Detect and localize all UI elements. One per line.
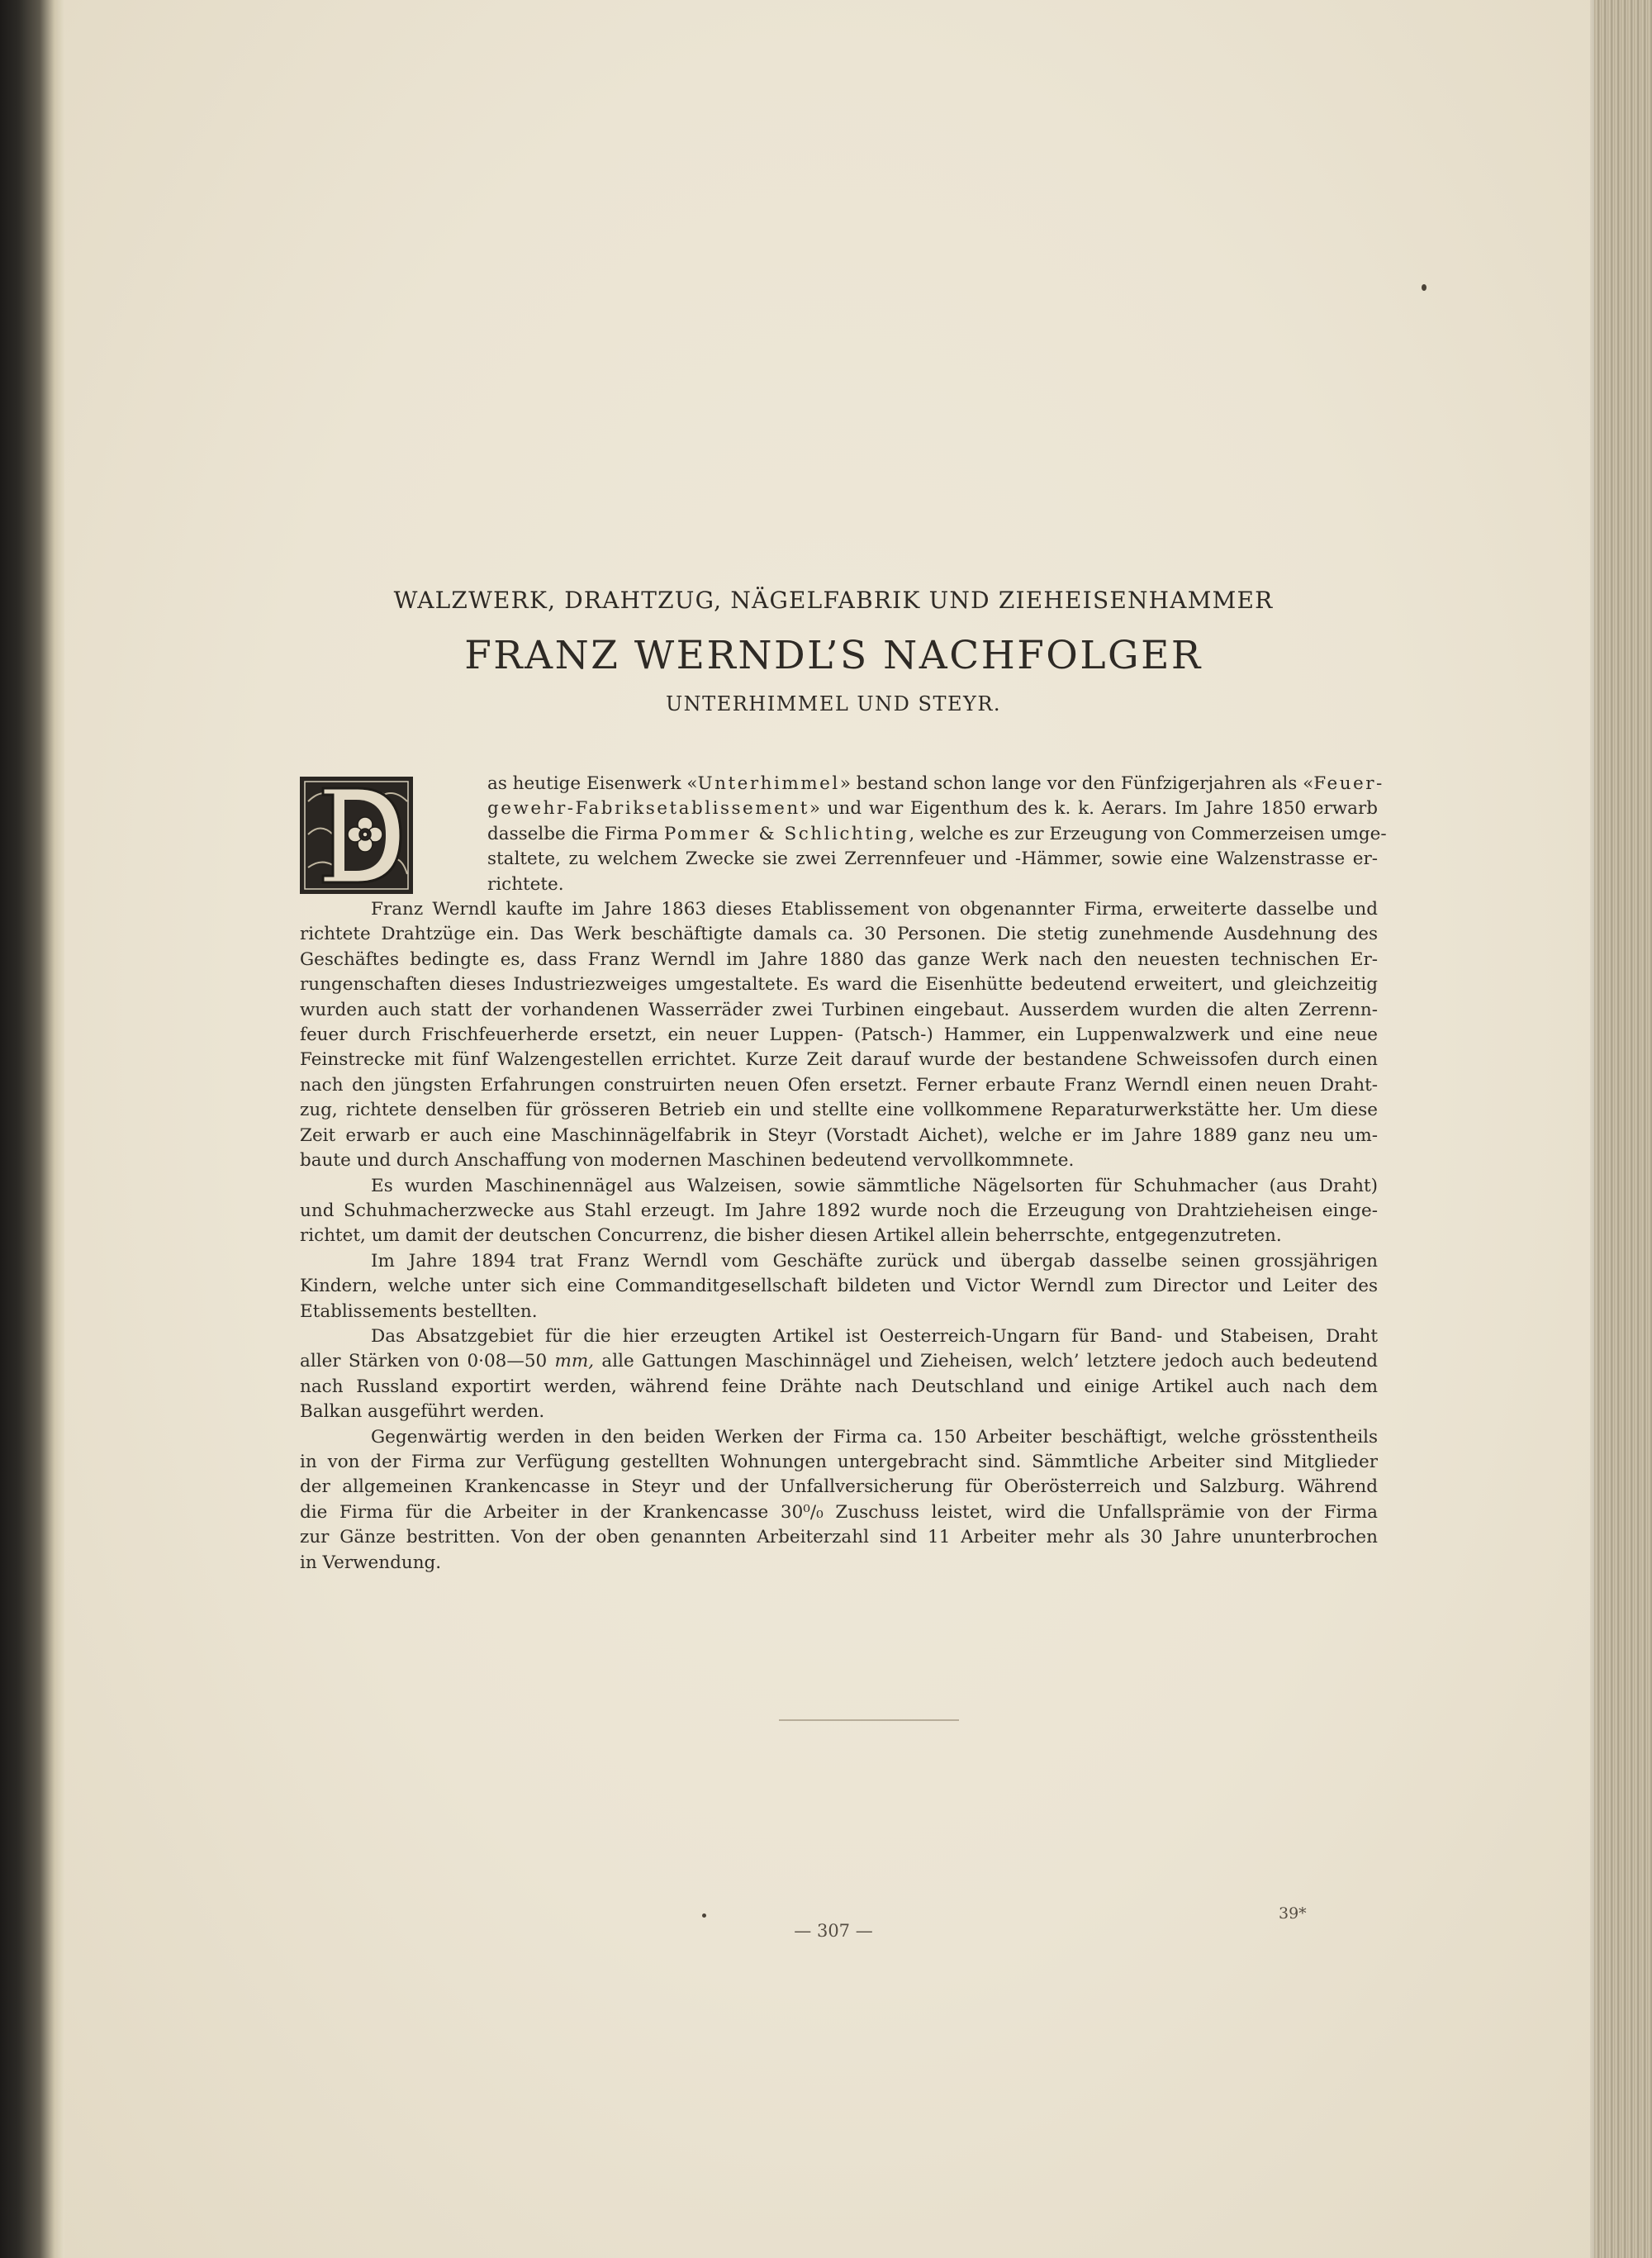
page-title: FRANZ WERNDL’S NACHFOLGER — [464, 633, 1203, 678]
text-line: und Schuhmacherzwecke aus Stahl erzeugt. Im Jahre 1892 wurde noch die Erzeugung von Drahtzieheisen einge- — [300, 1200, 1378, 1221]
text-line: wurden auch statt der vorhandenen Wasserräder zwei Turbinen eingebaut. Ausserdem wurden die alten Zerrenn- — [300, 999, 1378, 1020]
text-line: feuer durch Frischfeuerherde ersetzt, ein neuer Luppen- (Patsch-) Hammer, ein Luppenwalzwerk und eine neue — [300, 1024, 1378, 1046]
text-line: as heutige Eisenwerk «Unterhimmel» bestand schon lange vor den Fünfzigerjahren als «Feuer- — [487, 773, 1384, 794]
text-line: in Verwendung. — [300, 1552, 442, 1573]
article-body — [300, 772, 1387, 1576]
section-kicker: WALZWERK, DRAHTZUG, NÄGELFABRIK UND ZIEHEISENHAMMER — [393, 587, 1274, 614]
text-line: Gegenwärtig werden in den beiden Werken der Firma ca. 150 Arbeiter beschäftigt, welche grösstentheils — [371, 1426, 1378, 1447]
text-line: Zeit erwarb er auch eine Maschinnägelfabrik in Steyr (Vorstadt Aichet), welche er im Jahre 1889 ganz neu um- — [300, 1124, 1378, 1146]
text-line: staltete, zu welchem Zwecke sie zwei Zerrennfeuer und -Hämmer, sowie eine Walzenstrasse er- — [487, 849, 1378, 870]
page-subtitle: UNTERHIMMEL UND STEYR. — [665, 692, 1002, 715]
text-line: richtete Drahtzüge ein. Das Werk beschäftigte damals ca. 30 Personen. Die stetig zunehmende Ausdehnung des — [300, 924, 1378, 945]
ink-speck — [1422, 284, 1427, 291]
paragraph-2 — [300, 897, 1378, 1173]
text-line: gewehr-Fabriksetablissement» und war Eigenthum des k. k. Aerars. Im Jahre 1850 erwarb — [487, 798, 1378, 820]
text-line: Franz Werndl kaufte im Jahre 1863 dieses Etablissement von obgenannter Firma, erweiterte dasselbe und — [371, 899, 1378, 920]
text-line: dasselbe die Firma Pommer & Schlichting, welche es zur Erzeugung von Commerzeisen umge- — [487, 823, 1387, 844]
page-edges — [1594, 0, 1652, 2258]
text-line: aller Stärken von 0·08—50 mm, alle Gattungen Maschinnägel und Zieheisen, welch’ letztere jedoch auch bedeutend — [300, 1351, 1379, 1372]
signature-mark: 39* — [1279, 1904, 1307, 1923]
text-line: zug, richtete denselben für grösseren Betrieb ein und stellte eine vollkommene Reparaturwerkstätte her. Um diese — [300, 1100, 1378, 1121]
paragraph-5 — [300, 1324, 1378, 1425]
text-line: baute und durch Anschaffung von modernen Maschinen bedeutend vervollkommnete. — [300, 1150, 1075, 1172]
text-line: Feinstrecke mit fünf Walzengestellen errichtet. Kurze Zeit darauf wurde der bestandene Schweissofen durch einen — [300, 1049, 1378, 1071]
text-line: die Firma für die Arbeiter in der Krankencasse 30⁰/₀ Zuschuss leistet, wird die Unfallsprämie von der Firma — [300, 1501, 1378, 1523]
text-line: Etablissements bestellten. — [300, 1300, 538, 1322]
paragraph-3 — [300, 1174, 1378, 1249]
book-spine — [0, 0, 64, 2258]
paragraph-4 — [300, 1249, 1378, 1324]
text-line: zur Gänze bestritten. Von der oben genannten Arbeiterzahl sind 11 Arbeiter mehr als 30 Jahre ununterbrochen — [300, 1527, 1378, 1548]
text-line: richtet, um damit der deutschen Concurrenz, die bisher diesen Artikel allein beherrschte, entgegenzutreten. — [300, 1225, 1282, 1247]
text-line: richtete. — [487, 873, 564, 895]
text-line: nach den jüngsten Erfahrungen construirten neuen Ofen ersetzt. Ferner erbaute Franz Werndl einen neuen Draht- — [300, 1074, 1378, 1096]
text-line: Geschäftes bedingte es, dass Franz Werndl im Jahre 1880 das ganze Werk nach den neuesten technischen Er- — [300, 948, 1378, 970]
text-line: Es wurden Maschinennägel aus Walzeisen, sowie sämmtliche Nägelsorten für Schuhmacher (aus Draht) — [371, 1175, 1378, 1196]
text-line: Balkan ausgeführt werden. — [300, 1401, 545, 1423]
closing-rule — [779, 1719, 959, 1721]
text-line: rungenschaften dieses Industriezweiges umgestaltete. Es ward die Eisenhütte bedeutend erweitert, und gleichzeitig — [300, 974, 1378, 996]
paragraph-6 — [300, 1425, 1378, 1576]
page-number: — 307 — — [794, 1921, 873, 1941]
paragraph-1 — [300, 772, 1387, 897]
book-page — [64, 0, 1602, 2258]
text-line: Das Absatzgebiet für die hier erzeugten Artikel ist Oesterreich-Ungarn für Band- und Stabeisen, Draht — [371, 1325, 1378, 1347]
text-line: in von der Firma zur Verfügung gestellten Wohnungen untergebracht sind. Sämmtliche Arbeiter sind Mitglieder — [300, 1451, 1378, 1472]
text-line: der allgemeinen Krankencasse in Steyr und der Unfallversicherung für Oberösterreich und Salzburg. Während — [300, 1476, 1378, 1498]
text-line: Kindern, welche unter sich eine Commanditgesellschaft bildeten und Victor Werndl zum Director und Leiter des — [300, 1276, 1378, 1297]
text-line: Im Jahre 1894 trat Franz Werndl vom Geschäfte zurück und übergab dasselbe seinen grossjährigen — [371, 1250, 1378, 1272]
text-line: nach Russland exportirt werden, während feine Drähte nach Deutschland und einige Artikel auch nach dem — [300, 1376, 1378, 1397]
ink-speck — [702, 1913, 706, 1918]
